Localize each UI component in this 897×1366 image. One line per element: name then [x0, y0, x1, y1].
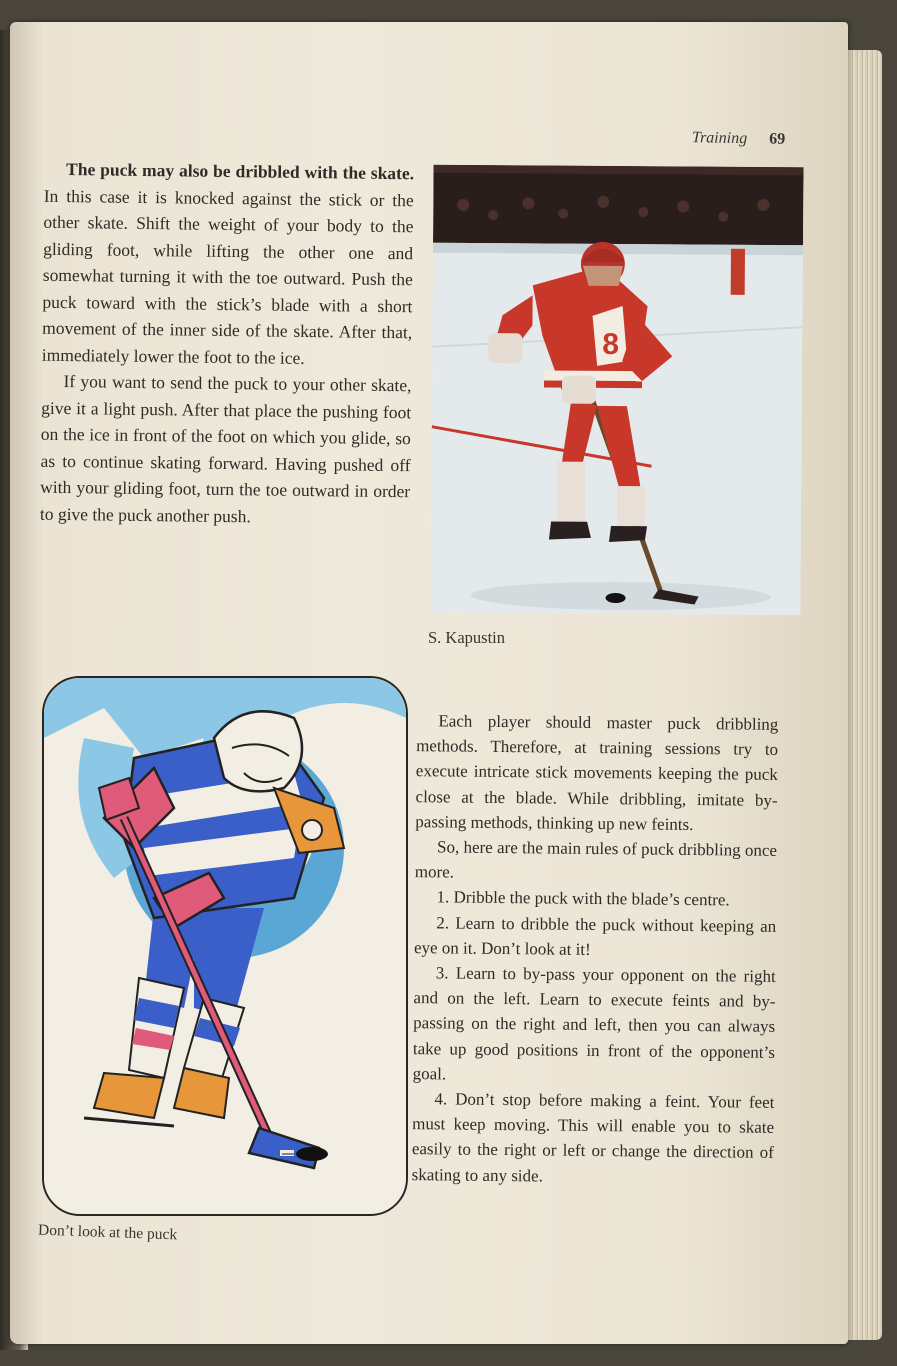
bottom-text-column: [412, 708, 779, 1191]
running-head: [692, 129, 785, 149]
cartoon-illustration: [42, 676, 408, 1216]
paragraph-other-skate: If you want to send the puck to your other skate, give it a light push. After that place the pushing foot on the ice in front of the foot on which you glide, so as to continue skating forward. Having pushed off with your gliding foot, turn the toe outward in order to give the puck another push.: [39, 371, 412, 526]
rule-1: 1. Dribble the puck with the blade’s centre.: [436, 887, 730, 910]
lead-sentence: The puck may also be dribbled with the skate.: [65, 159, 415, 184]
photo-caption: S. Kapustin: [428, 628, 506, 647]
paragraph-main-rules: So, here are the main rules of puck dribbling once more.: [414, 837, 778, 882]
illustration-caption: Don’t look at the puck: [37, 1221, 178, 1244]
page-number: 69: [768, 130, 786, 148]
rule-3: 3. Learn to by-pass your opponent on the right and on the left. Learn to execute feints and by-passing on the right and left, then you can always take up good positions in front of the opponent’s goal.: [412, 963, 776, 1084]
section-title: Training: [691, 129, 748, 148]
jersey-number: 8: [602, 327, 620, 362]
paragraph-text: In this case it is knocked against the stick or the other skate. Shift the weight of your body to the gliding foot, while lifting the other one and somewhat turning it with the toe outward. Push the puck toward with the stick’s blade with a short movement of the inner side of the skate. After that, immediately lower the foot to the ice.: [41, 185, 414, 368]
paragraph-master-dribbling: Each player should master puck dribbling methods. Therefore, at training sessions try to execute intricate stick movements keeping the puck close at the blade. While dribbling, imitate by-passing methods, thinking up new feints.: [415, 711, 779, 834]
rule-2: 2. Learn to dribble the puck without keeping an eye on it. Don’t look at it!: [413, 912, 777, 959]
player-photo: [430, 165, 803, 616]
top-text-column: [40, 156, 415, 531]
paragraph-dribble-skate: [42, 156, 415, 373]
rule-4: 4. Don’t stop before making a feint. Your feet must keep moving. This will enable you to skate easily to the right or left or change the direction of skating to any side.: [411, 1089, 775, 1186]
